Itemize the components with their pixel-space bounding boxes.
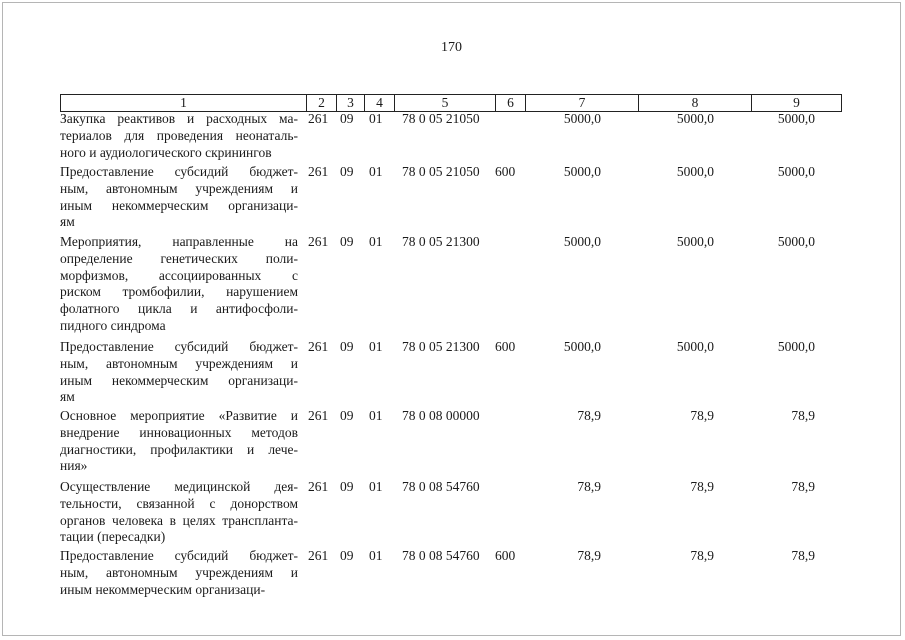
cell-value-9: 5000,0 xyxy=(777,339,815,354)
cell-value-8: 78,9 xyxy=(690,479,714,494)
row-name-line: ным, автономным учреждениям и xyxy=(60,564,298,580)
cell-value-7: 5000,0 xyxy=(563,111,601,126)
row-name-line: пидного синдрома xyxy=(60,317,166,333)
header-cell-3: 3 xyxy=(337,95,365,111)
cell-ved: 261 xyxy=(308,339,329,354)
row-name-line: внедрение инновационных методов xyxy=(60,424,298,440)
cell-value-9: 5000,0 xyxy=(777,164,815,179)
header-cell-4: 4 xyxy=(365,95,395,111)
row-name-line: органов человека в целях транспланта- xyxy=(60,512,298,528)
cell-subsection: 01 xyxy=(369,408,383,423)
row-name-line: Закупка реактивов и расходных ма- xyxy=(60,111,298,126)
cell-ved: 261 xyxy=(308,548,329,563)
cell-subsection: 01 xyxy=(369,164,383,179)
row-name-line: иным некоммерческим организаци- xyxy=(60,372,298,388)
row-name-line: Основное мероприятие «Развитие и xyxy=(60,408,298,423)
cell-expense-type: 600 xyxy=(495,548,516,563)
row-name-line: иным некоммерческим организаци- xyxy=(60,581,266,597)
header-cell-9: 9 xyxy=(793,95,800,110)
page-number: 170 xyxy=(441,40,462,55)
cell-target-article: 78 0 05 21300 xyxy=(402,339,480,354)
cell-expense-type: 600 xyxy=(495,339,516,354)
cell-section: 09 xyxy=(340,408,354,423)
cell-value-7: 78,9 xyxy=(577,408,601,423)
header-cell-5: 5 xyxy=(395,95,496,111)
cell-target-article: 78 0 08 00000 xyxy=(402,408,480,423)
cell-target-article: 78 0 05 21050 xyxy=(402,111,480,126)
cell-subsection: 01 xyxy=(369,479,383,494)
row-name-line: ния» xyxy=(60,458,88,474)
row-name-line: Предоставление субсидий бюджет- xyxy=(60,339,298,354)
row-name-line: иным некоммерческим организаци- xyxy=(60,197,298,213)
row-name-line: Предоставление субсидий бюджет- xyxy=(60,548,298,563)
row-name-line: тельности, связанной с донорством xyxy=(60,495,298,511)
cell-value-8: 78,9 xyxy=(690,408,714,423)
row-name-line: тации (пересадки) xyxy=(60,529,166,545)
cell-subsection: 01 xyxy=(369,339,383,354)
row-name-line: ям xyxy=(60,214,75,230)
cell-value-7: 5000,0 xyxy=(563,234,601,249)
cell-subsection: 01 xyxy=(369,234,383,249)
cell-value-8: 5000,0 xyxy=(676,111,714,126)
row-name-line: диагностики, профилактики и лече- xyxy=(60,441,298,457)
row-name-line: определение генетических поли- xyxy=(60,250,298,266)
cell-target-article: 78 0 08 54760 xyxy=(402,548,480,563)
header-cell-8: 8 xyxy=(639,95,752,111)
cell-value-7: 78,9 xyxy=(577,548,601,563)
cell-target-article: 78 0 05 21300 xyxy=(402,234,480,249)
cell-ved: 261 xyxy=(308,408,329,423)
cell-value-7: 5000,0 xyxy=(563,164,601,179)
cell-target-article: 78 0 05 21050 xyxy=(402,164,480,179)
cell-section: 09 xyxy=(340,111,354,126)
row-name-line: фолатного цикла и антифосфоли- xyxy=(60,301,298,317)
header-cell-2: 2 xyxy=(307,95,337,111)
row-name-line: териалов для проведения неонаталь- xyxy=(60,127,298,143)
row-name xyxy=(60,479,298,546)
cell-value-7: 5000,0 xyxy=(563,339,601,354)
row-name xyxy=(60,164,298,231)
row-name-line: ным, автономным учреждениям и xyxy=(60,180,298,196)
cell-subsection: 01 xyxy=(369,548,383,563)
cell-value-9: 78,9 xyxy=(791,408,815,423)
row-name xyxy=(60,339,298,406)
header-cell-1: 1 xyxy=(61,95,307,111)
cell-expense-type: 600 xyxy=(495,164,516,179)
cell-ved: 261 xyxy=(308,479,329,494)
cell-section: 09 xyxy=(340,339,354,354)
row-name-line: морфизмов, ассоциированных с xyxy=(60,267,298,283)
table-header xyxy=(60,94,842,112)
row-name-line: Мероприятия, направленные на xyxy=(60,234,298,249)
row-name-line: ным, автономным учреждениям и xyxy=(60,355,298,371)
cell-section: 09 xyxy=(340,479,354,494)
cell-value-8: 5000,0 xyxy=(676,234,714,249)
cell-section: 09 xyxy=(340,234,354,249)
header-cell-6: 6 xyxy=(496,95,526,111)
cell-value-7: 78,9 xyxy=(577,479,601,494)
cell-value-8: 5000,0 xyxy=(676,164,714,179)
row-name xyxy=(60,111,298,161)
row-name xyxy=(60,548,298,598)
cell-value-8: 5000,0 xyxy=(676,339,714,354)
header-cell-7: 7 xyxy=(526,95,639,111)
cell-ved: 261 xyxy=(308,164,329,179)
row-name-line: риском тромбофилии, нарушением xyxy=(60,284,298,300)
row-name-line: Осуществление медицинской дея- xyxy=(60,479,298,494)
cell-value-9: 78,9 xyxy=(791,479,815,494)
row-name-line: Предоставление субсидий бюджет- xyxy=(60,164,298,179)
cell-section: 09 xyxy=(340,548,354,563)
row-name xyxy=(60,408,298,475)
cell-ved: 261 xyxy=(308,111,329,126)
row-name xyxy=(60,234,298,335)
cell-value-9: 5000,0 xyxy=(777,234,815,249)
cell-target-article: 78 0 08 54760 xyxy=(402,479,480,494)
cell-section: 09 xyxy=(340,164,354,179)
cell-subsection: 01 xyxy=(369,111,383,126)
cell-value-9: 78,9 xyxy=(791,548,815,563)
cell-ved: 261 xyxy=(308,234,329,249)
cell-value-9: 5000,0 xyxy=(777,111,815,126)
row-name-line: ного и аудиологического скринингов xyxy=(60,144,272,160)
cell-value-8: 78,9 xyxy=(690,548,714,563)
row-name-line: ям xyxy=(60,389,75,405)
